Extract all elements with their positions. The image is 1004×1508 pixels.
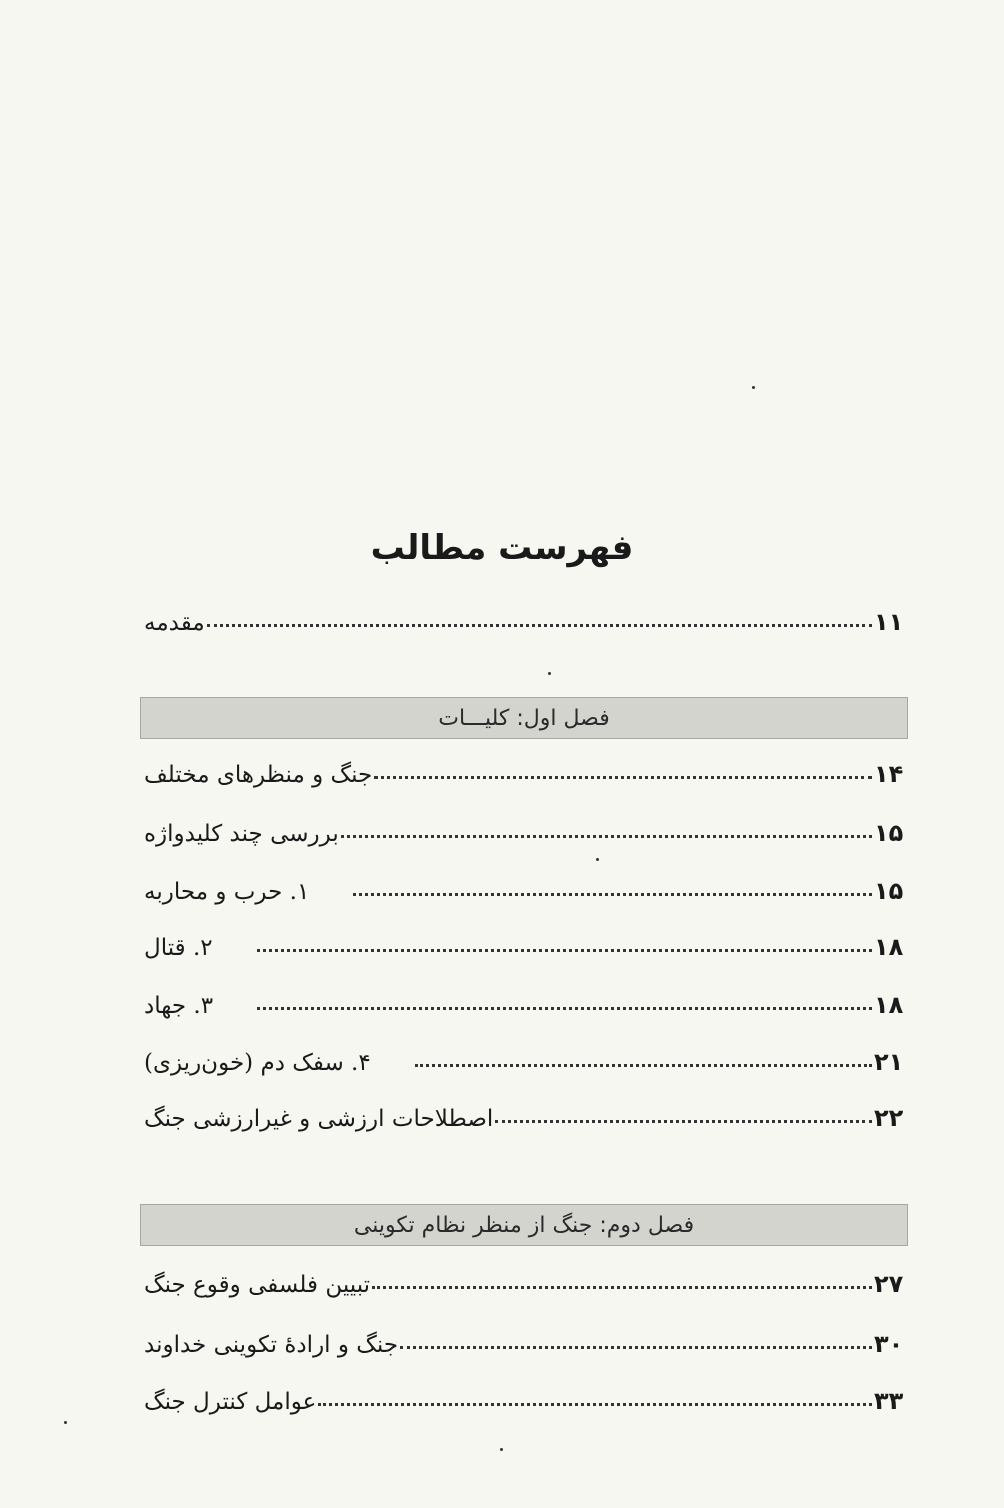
toc-entry-page: ۱۸ [874,933,904,961]
toc-entry-page: ۲۱ [874,1048,904,1076]
toc-entry[interactable] [140,1318,908,1358]
toc-entry-label: جنگ و ارادهٔ تکوینی خداوند [144,1332,399,1358]
toc-entry-label: جنگ و منظرهای مختلف [144,762,373,788]
toc-entry-page: ۱۸ [874,991,904,1019]
toc-entry-page: ۳۳ [874,1387,904,1415]
toc-entry-label: ۴. سفک دم (خون‌ریزی) [144,1050,371,1076]
scan-speck [752,386,755,389]
toc-entry-label: تبیین فلسفی وقوع جنگ [144,1272,371,1298]
toc-entry-page: ۲۲ [874,1104,904,1132]
dot-leader [415,1064,872,1067]
scan-speck [596,858,599,861]
toc-entry[interactable] [140,865,908,905]
dot-leader [257,1007,872,1010]
toc-entry-page: ۱۱ [874,608,904,636]
toc-entry-label: بررسی چند کلیدواژه [144,821,339,847]
dot-leader [374,776,872,779]
toc-entry-label: مقدمه [144,610,205,636]
toc-entry[interactable] [140,1258,908,1298]
dot-leader [495,1120,872,1123]
toc-entry[interactable] [140,1092,908,1132]
chapter-1-title: فصل اول: کلیـــات [438,705,610,731]
page-title: فهرست مطالب [370,528,634,568]
scan-speck [500,1448,503,1451]
dot-leader [341,835,872,838]
toc-entry-label: ۱. حرب و محاربه [144,879,310,905]
chapter-2-title: فصل دوم: جنگ از منظر نظام تکوینی [353,1212,695,1238]
dot-leader [372,1286,872,1289]
scan-speck [548,672,551,675]
toc-entry-label: ۳. جهاد [144,993,214,1019]
toc-entry-label: ۲. قتال [144,935,213,961]
toc-entry-label: اصطلاحات ارزشی و غیرارزشی جنگ [144,1106,494,1132]
dot-leader [353,893,872,896]
toc-entry[interactable] [140,979,908,1019]
dot-leader [318,1403,872,1406]
dot-leader [257,949,872,952]
toc-entry[interactable] [140,1036,908,1076]
chapter-1-heading [140,697,908,739]
toc-entry-page: ۱۵ [874,877,904,905]
toc-entry[interactable] [140,807,908,847]
toc-entry-page: ۱۵ [874,819,904,847]
scan-speck [64,1421,67,1424]
toc-entry[interactable] [140,921,908,961]
dot-leader [400,1346,872,1349]
toc-entry-label: عوامل کنترل جنگ [144,1389,317,1415]
chapter-2-heading [140,1204,908,1246]
dot-leader [207,624,872,627]
toc-entry-page: ۳۰ [874,1330,904,1358]
toc-entry-page: ۲۷ [874,1270,904,1298]
toc-entry-page: ۱۴ [874,760,904,788]
toc-entry[interactable] [140,748,908,788]
toc-entry-intro[interactable] [140,596,908,636]
toc-entry[interactable] [140,1375,908,1415]
